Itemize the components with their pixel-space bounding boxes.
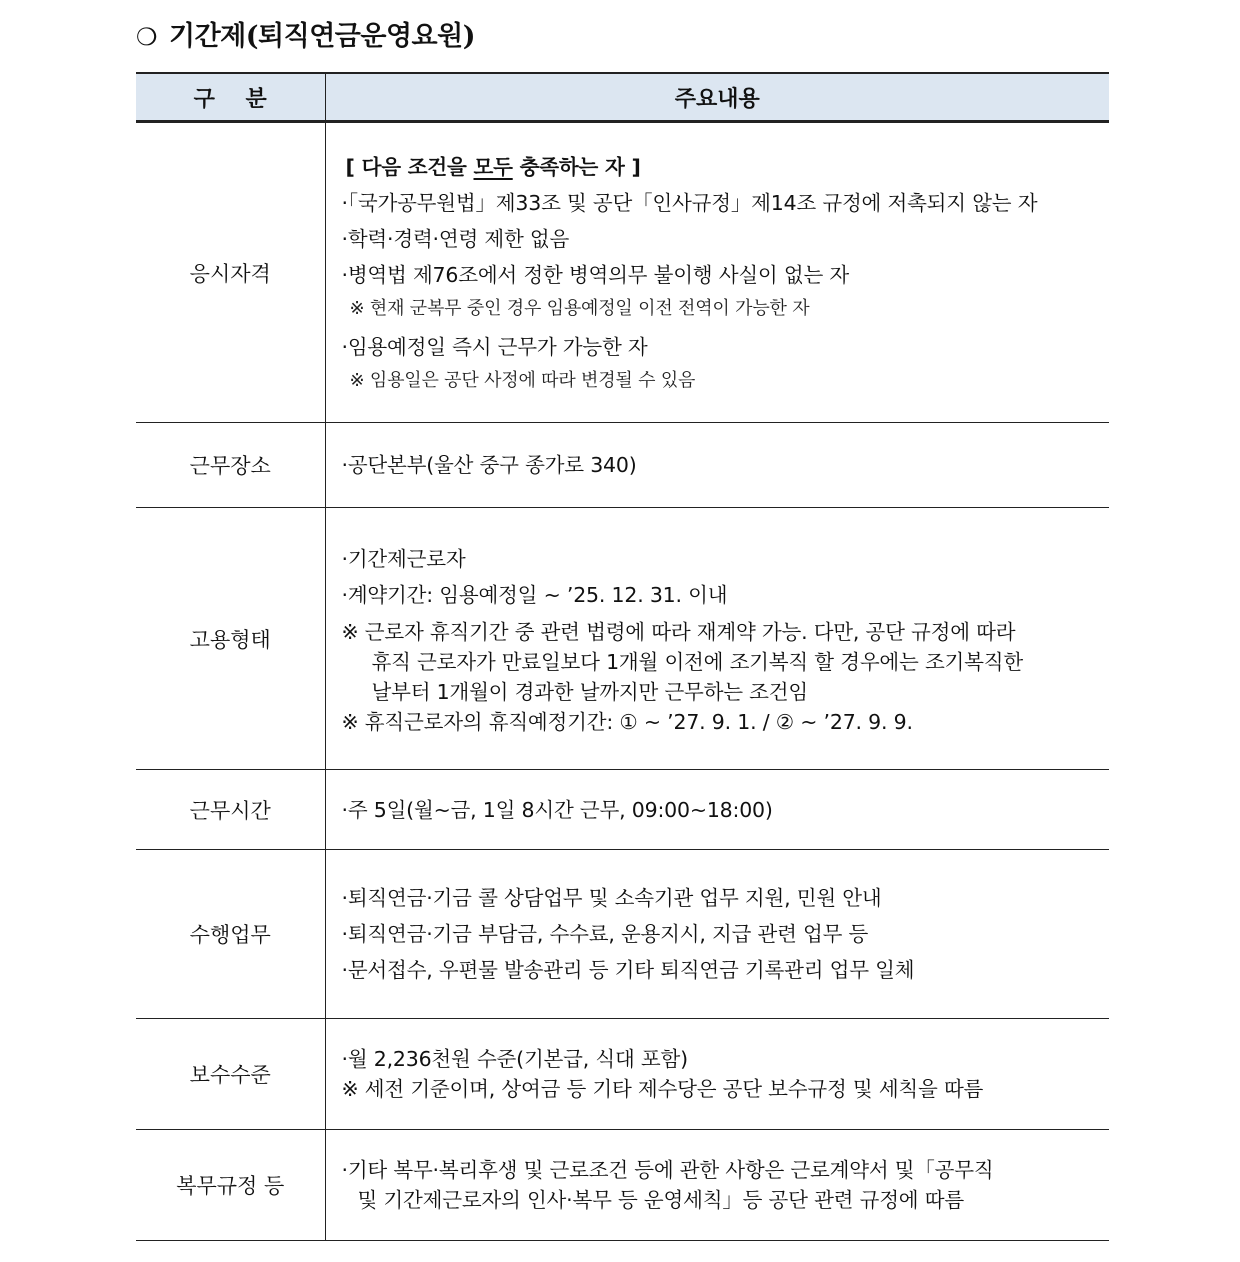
row-label-workplace: 근무장소 bbox=[136, 423, 325, 508]
list-item: ·병역법 제76조에서 정한 병역의무 불이행 사실이 없는 자 bbox=[341, 262, 849, 287]
row-content-employment-type bbox=[325, 508, 1109, 770]
list-item: ·임용예정일 즉시 근무가 가능한 자 bbox=[341, 334, 648, 359]
list-item: ·퇴직연금·기금 콜 상담업무 및 소속기관 업무 지원, 민원 안내 bbox=[341, 886, 882, 910]
list-item: ·「국가공무원법」제33조 및 공단「인사규정」제14조 규정에 저촉되지 않는 자 bbox=[341, 190, 1038, 215]
note-line: ※ 세전 기준이며, 상여금 등 기타 제수당은 공단 보수규정 및 세칙을 따름 bbox=[341, 1077, 984, 1101]
list-item: ·학력·경력·연령 제한 없음 bbox=[341, 226, 570, 251]
table-row-workplace bbox=[136, 423, 1109, 508]
table-row-eligibility bbox=[136, 122, 1109, 423]
note-item: ※ 현재 군복무 중인 경우 임용예정일 이전 전역이 가능한 자 bbox=[349, 297, 810, 319]
note-line: ※ 근로자 휴직기간 중 관련 법령에 따라 재계약 가능. 다만, 공단 규정에 따라 bbox=[341, 619, 1016, 644]
note-block bbox=[342, 617, 1100, 737]
note-item: ※ 임용일은 공단 사정에 따라 변경될 수 있음 bbox=[349, 369, 696, 391]
list-item-continuation: 및 기간제근로자의 인사·복무 등 운영세칙」등 공단 관련 규정에 따름 bbox=[357, 1188, 964, 1212]
note-line: 날부터 1개월이 경과한 날까지만 근무하는 조건임 bbox=[371, 679, 808, 704]
list-item: ·기타 복무·복리후생 및 근로조건 등에 관한 사항은 근로계약서 및「공무직 bbox=[341, 1158, 994, 1182]
note-line: 휴직 근로자가 만료일보다 1개월 이전에 조기복직 할 경우에는 조기복직한 bbox=[371, 649, 1023, 674]
list-item: ·문서접수, 우편물 발송관리 등 기타 퇴직연금 기록관리 업무 일체 bbox=[341, 958, 915, 982]
table-row-employment-type bbox=[136, 508, 1109, 770]
table-row-regulations bbox=[136, 1130, 1109, 1241]
page-title-text: 기간제(퇴직연금운영요원) bbox=[169, 21, 475, 52]
circle-bullet-icon: ❍ bbox=[136, 23, 158, 51]
table-row-work-hours bbox=[136, 770, 1109, 850]
list-item: ·계약기간: 임용예정일 ~ ’25. 12. 31. 이내 bbox=[341, 582, 728, 607]
row-label-regulations: 복무규정 등 bbox=[136, 1130, 325, 1241]
list-item: ·주 5일(월~금, 1일 8시간 근무, 09:00~18:00) bbox=[341, 797, 773, 822]
list-item: ·공단본부(울산 중구 종가로 340) bbox=[341, 453, 637, 477]
table-row-salary bbox=[136, 1019, 1109, 1130]
list-item: ·월 2,236천원 수준(기본급, 식대 포함) bbox=[341, 1047, 688, 1071]
page-title bbox=[136, 14, 475, 53]
row-content-workplace bbox=[325, 423, 1109, 508]
condition-heading-emphasis: 모두 bbox=[473, 154, 513, 179]
row-label-eligibility: 응시자격 bbox=[136, 122, 325, 423]
list-item: ·기간제근로자 bbox=[341, 546, 466, 571]
list-item: ·퇴직연금·기금 부담금, 수수료, 운용지시, 지급 관련 업무 등 bbox=[341, 922, 869, 946]
table-header-row bbox=[136, 73, 1109, 122]
row-content-work-hours bbox=[325, 770, 1109, 850]
header-category: 구 분 bbox=[136, 73, 325, 122]
condition-heading bbox=[342, 149, 1100, 185]
row-label-salary: 보수수준 bbox=[136, 1019, 325, 1130]
row-content-eligibility bbox=[325, 122, 1109, 423]
condition-heading-pre: [ 다음 조건을 bbox=[345, 154, 474, 179]
note-line: ※ 휴직근로자의 휴직예정기간: ① ~ ’27. 9. 1. / ② ~ ’27. 9. 9. bbox=[341, 709, 913, 734]
row-content-salary bbox=[325, 1019, 1109, 1130]
row-content-regulations bbox=[325, 1130, 1109, 1241]
header-content: 주요내용 bbox=[325, 73, 1109, 122]
row-label-work-hours: 근무시간 bbox=[136, 770, 325, 850]
row-label-duties: 수행업무 bbox=[136, 850, 325, 1019]
row-content-duties bbox=[325, 850, 1109, 1019]
recruitment-table bbox=[136, 72, 1109, 1241]
condition-heading-post: 충족하는 자 ] bbox=[512, 154, 641, 179]
table-row-duties bbox=[136, 850, 1109, 1019]
row-label-employment-type: 고용형태 bbox=[136, 508, 325, 770]
